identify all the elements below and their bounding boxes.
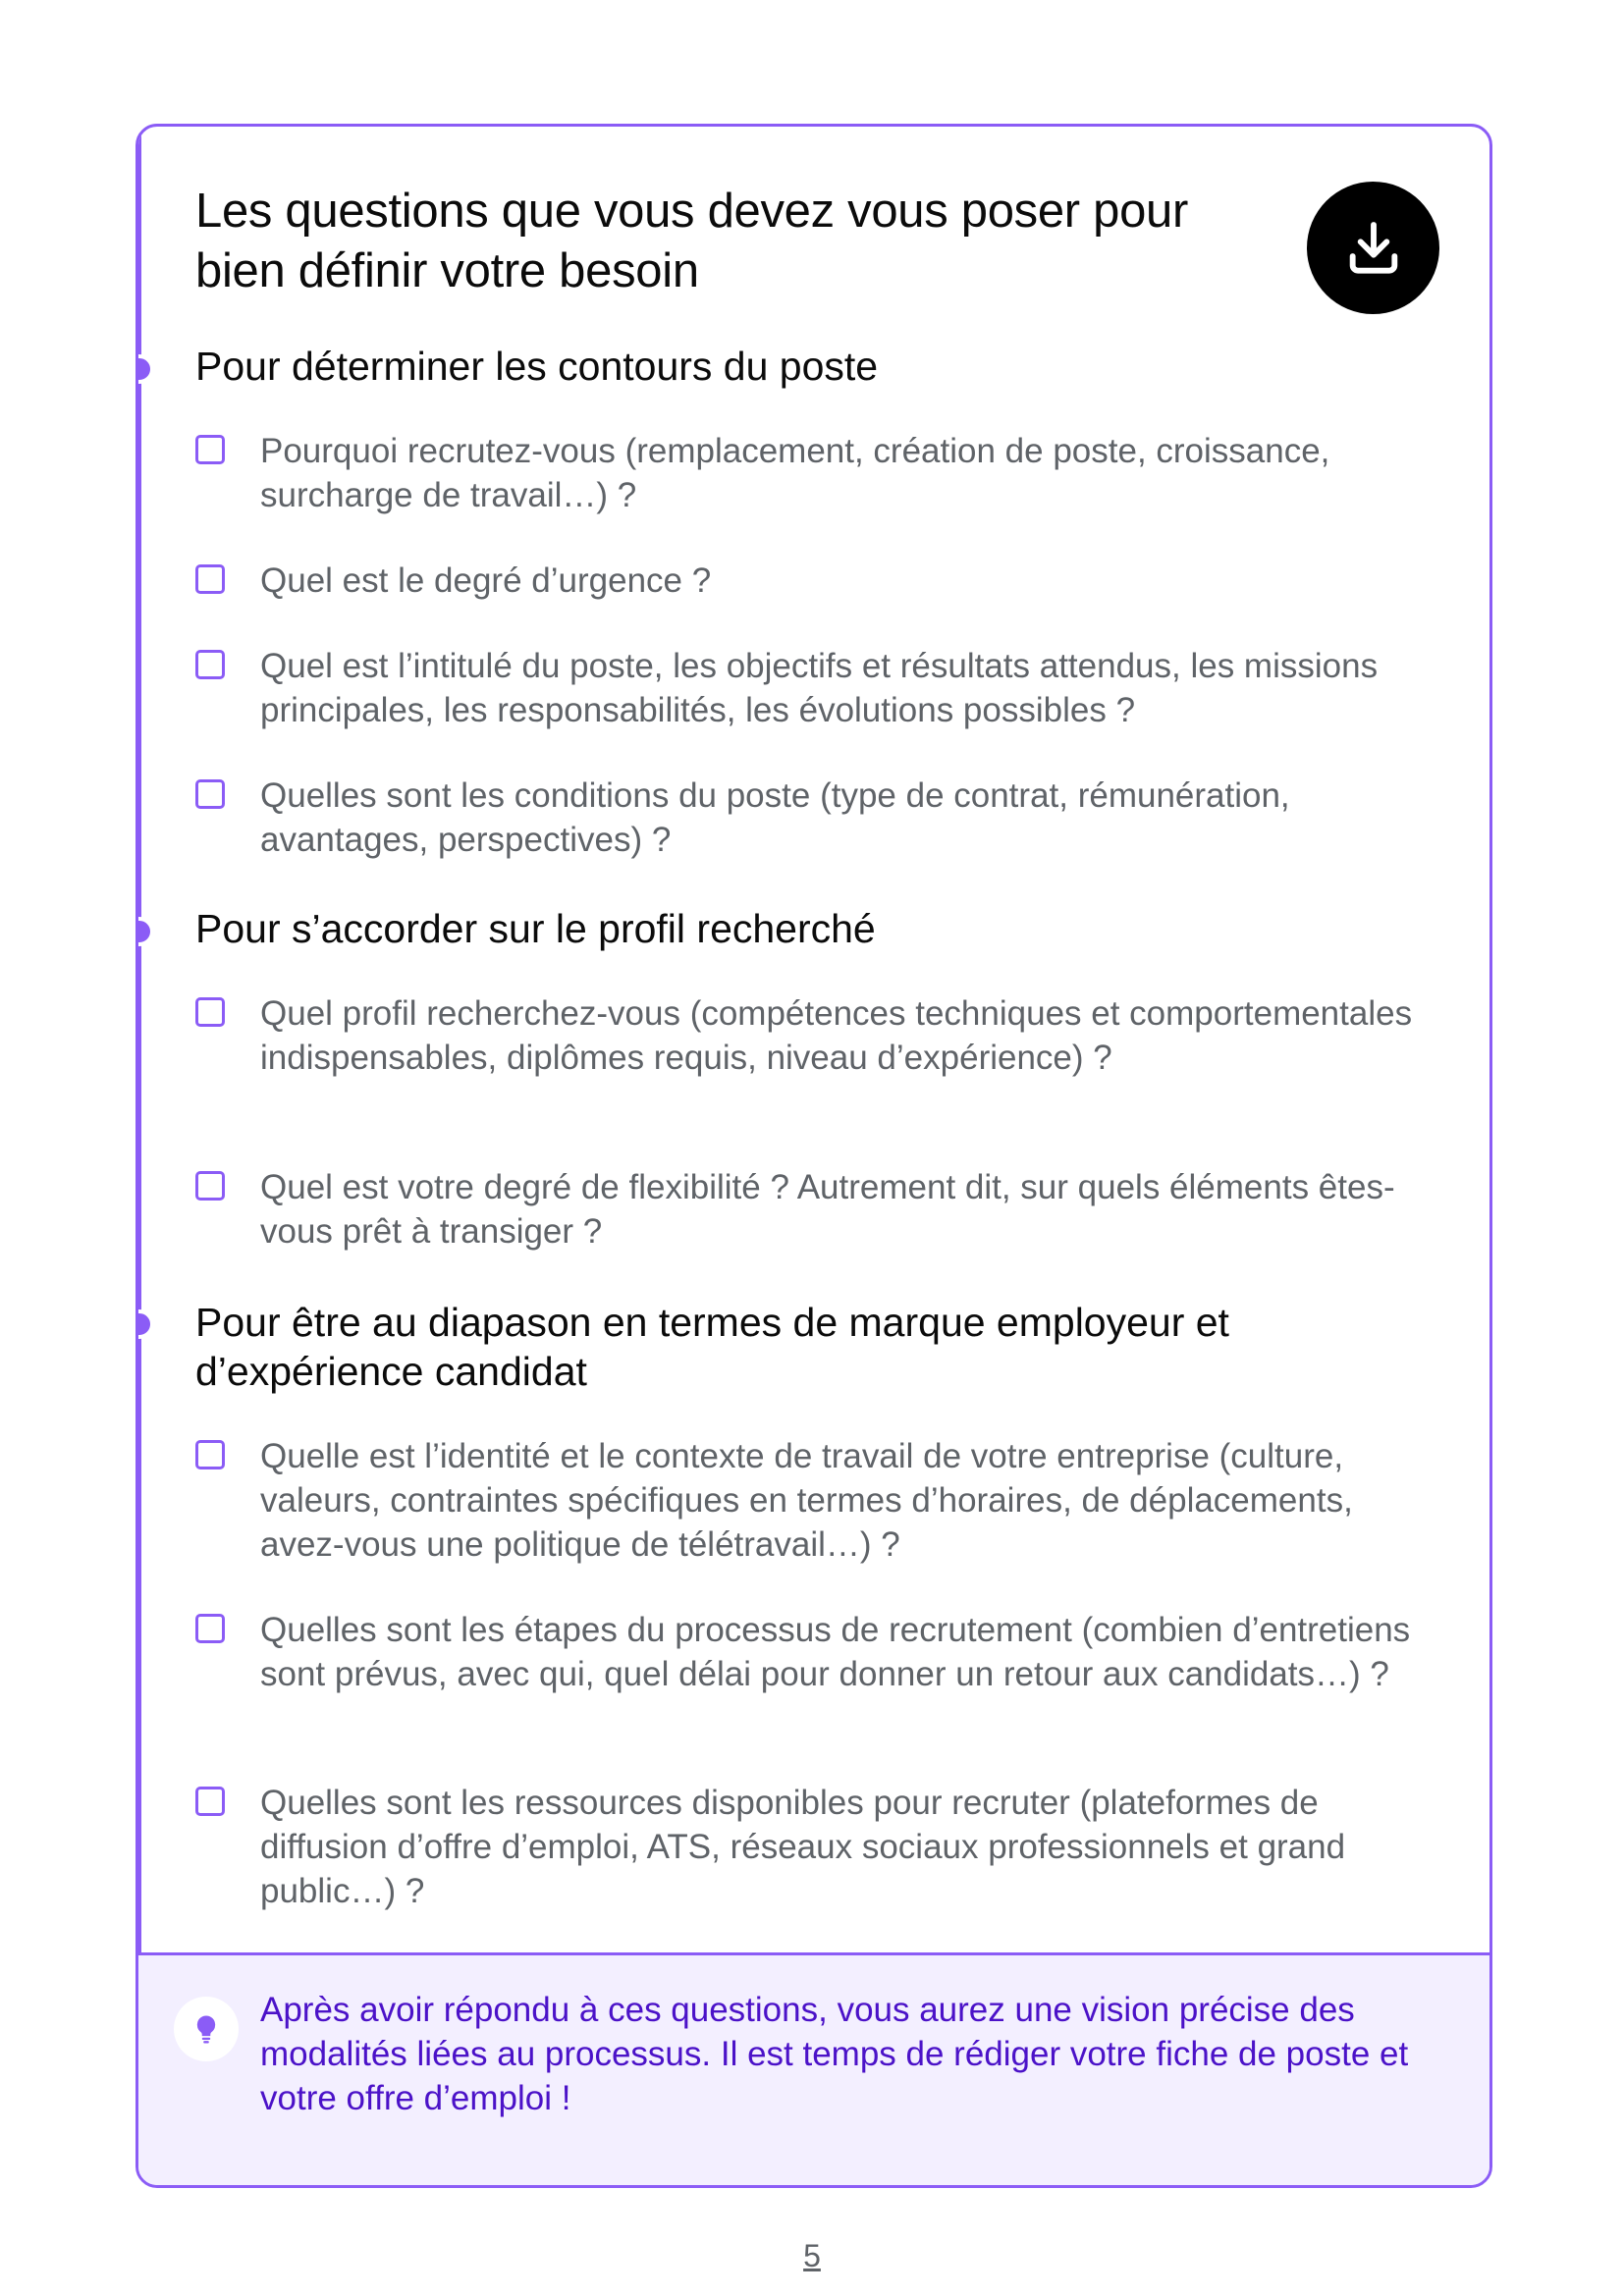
- checklist-item-text: Quelle est l’identité et le contexte de travail de votre entreprise (culture, valeurs, contraintes spécifiques en termes d’horaires, de déplacements, avez-vous une politique de télétravail…) ?: [260, 1437, 1353, 1564]
- checkbox[interactable]: [195, 564, 225, 594]
- card-title: Les questions que vous devez vous poser pour bien définir votre besoin: [195, 185, 1189, 297]
- checkbox[interactable]: [195, 1787, 225, 1816]
- checkbox[interactable]: [195, 1440, 225, 1469]
- section-title: Pour s’accorder sur le profil recherché: [195, 906, 876, 951]
- checkbox[interactable]: [195, 435, 225, 464]
- checklist-item-text: Quelles sont les étapes du processus de recrutement (combien d’entretiens sont prévus, avec qui, quel délai pour donner un retour aux candidats…) ?: [260, 1611, 1411, 1693]
- tip-text: Après avoir répondu à ces questions, vous aurez une vision précise des modalités liées au processus. Il est temps de rédiger votre fiche de poste et votre offre d’emploi !: [260, 1991, 1409, 2117]
- lightbulb-icon: [174, 1997, 239, 2061]
- checklist-item-text: Quel profil recherchez-vous (compétences techniques et comportementales indispensables, diplômes requis, niveau d’expérience) ?: [260, 994, 1413, 1077]
- checklist-item-text: Quelles sont les ressources disponibles pour recruter (plateformes de diffusion d’offre d’emploi, ATS, réseaux sociaux professionnels et grand public…) ?: [260, 1784, 1346, 1910]
- checkbox[interactable]: [195, 1614, 225, 1643]
- checklist-item-text: Quelles sont les conditions du poste (type de contrat, rémunération, avantages, perspectives) ?: [260, 776, 1290, 859]
- checklist-item-text: Pourquoi recrutez-vous (remplacement, création de poste, croissance, surcharge de travail…) ?: [260, 432, 1330, 514]
- timeline-dot: [135, 1309, 154, 1339]
- download-icon: [1342, 217, 1405, 280]
- tip-box: [138, 1952, 1489, 2188]
- timeline-dot: [135, 917, 154, 946]
- timeline-dot: [135, 354, 154, 384]
- checklist-card: [135, 124, 1492, 2188]
- download-button[interactable]: [1307, 182, 1439, 314]
- checklist-item-text: Quel est le degré d’urgence ?: [260, 561, 712, 600]
- checkbox[interactable]: [195, 997, 225, 1027]
- timeline-line: [138, 127, 141, 1952]
- checklist-item-text: Quel est l’intitulé du poste, les objectifs et résultats attendus, les missions principales, les responsabilités, les évolutions possibles ?: [260, 647, 1379, 729]
- checkbox[interactable]: [195, 650, 225, 679]
- page-number: 5: [803, 2238, 821, 2273]
- checklist-item-text: Quel est votre degré de flexibilité ? Autrement dit, sur quels éléments êtes-vous prêt à transiger ?: [260, 1168, 1395, 1251]
- section-title: Pour être au diapason en termes de marque employeur et d’expérience candidat: [195, 1300, 1229, 1394]
- section-title: Pour déterminer les contours du poste: [195, 344, 879, 389]
- checkbox[interactable]: [195, 1171, 225, 1201]
- checkbox[interactable]: [195, 779, 225, 809]
